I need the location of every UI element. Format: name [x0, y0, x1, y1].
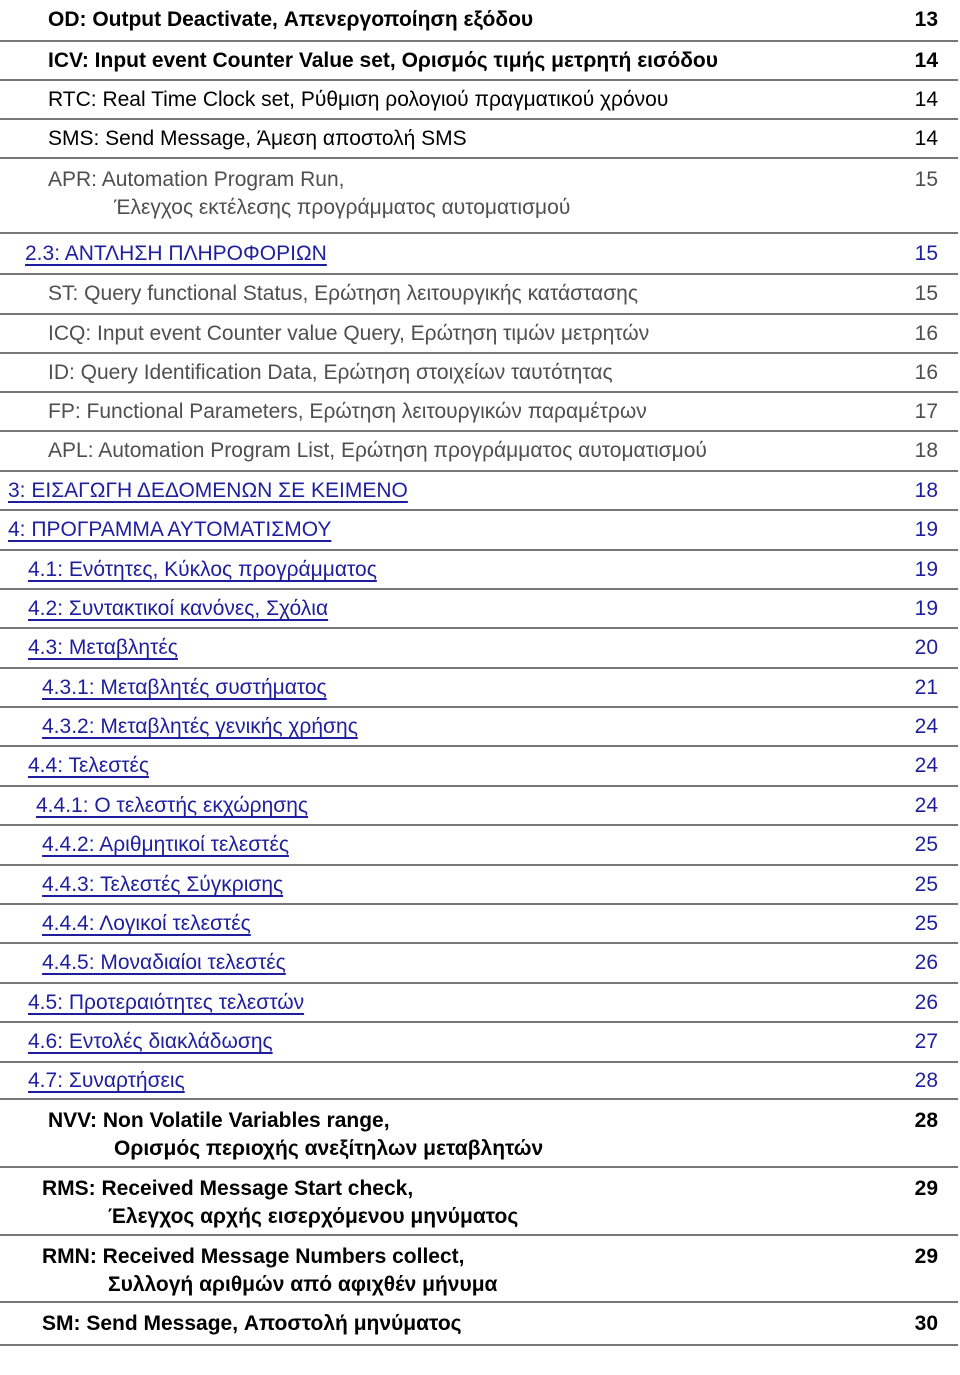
toc-entry-title [8, 477, 408, 505]
toc-entry-title [42, 1175, 518, 1231]
toc-entry-page-number: 29 [914, 1245, 938, 1268]
toc-entry[interactable] [0, 826, 958, 866]
toc-entry-title-line: RTC: Real Time Clock set, Ρύθμιση ρολογιού πραγματικού χρόνου [48, 88, 669, 111]
toc-entry-title [28, 1067, 185, 1095]
toc-entry[interactable] [0, 629, 958, 669]
toc-entry-page-number: 15 [914, 282, 938, 305]
toc-entry[interactable] [0, 551, 958, 590]
toc-entry [0, 393, 958, 432]
toc-entry-title-line: 3: ΕΙΣΑΓΩΓΗ ΔΕΔΟΜΕΝΩΝ ΣΕ ΚΕΙΜΕΝΟ [8, 479, 408, 502]
toc-entry-page-number: 25 [914, 873, 938, 896]
toc-entry-page-number: 24 [914, 754, 938, 777]
toc-entry-title-line: 4.7: Συναρτήσεις [28, 1069, 185, 1092]
toc-entry-title-continuation: Έλεγχος εκτέλεσης προγράμματος αυτοματισμού [114, 196, 571, 219]
toc-entry-title [28, 1028, 273, 1056]
toc-entry-page-number: 16 [914, 322, 938, 345]
toc-entry[interactable] [0, 984, 958, 1023]
toc-entry-page-number: 16 [914, 361, 938, 384]
toc-entry-title-line: 4.3: Μεταβλητές [28, 636, 178, 659]
toc-entry-page-number: 29 [914, 1177, 938, 1200]
toc-entry-title-line: 4.3.2: Μεταβλητές γενικής χρήσης [42, 715, 358, 738]
toc-entry-page-number: 18 [914, 439, 938, 462]
toc-entry-title [8, 516, 331, 544]
toc-entry-title [48, 47, 718, 75]
toc-entry-title-line: 2.3: ΑΝΤΛΗΣΗ ΠΛΗΡΟΦΟΡΙΩΝ [25, 242, 327, 265]
toc-entry [0, 1168, 958, 1236]
toc-entry-title [42, 831, 289, 859]
toc-entry-title [42, 910, 251, 938]
toc-entry-title [48, 1107, 543, 1163]
toc-entry-title [28, 634, 178, 662]
toc-entry[interactable] [0, 708, 958, 747]
toc-entry-title-line: 4.5: Προτεραιότητες τελεστών [28, 991, 305, 1014]
toc-entry-title [48, 280, 638, 308]
toc-entry-page-number: 18 [914, 479, 938, 502]
toc-entry-title-line: 4.4.2: Αριθμητικοί τελεστές [42, 833, 289, 856]
toc-entry-title [42, 949, 286, 977]
toc-entry-title-line: ID: Query Identification Data, Ερώτηση στοιχείων ταυτότητας [48, 361, 613, 384]
toc-entry-title [48, 398, 647, 426]
toc-entry [0, 0, 958, 42]
toc-entry[interactable] [0, 866, 958, 905]
toc-entry-title [48, 125, 467, 153]
toc-entry-title-line: APL: Automation Program List, Ερώτηση προγράμματος αυτοματισμού [48, 439, 707, 462]
toc-entry-title-line: FP: Functional Parameters, Ερώτηση λειτουργικών παραμέτρων [48, 400, 647, 423]
toc-entry-page-number: 28 [914, 1069, 938, 1092]
toc-entry-title [48, 320, 649, 348]
toc-entry-title-line: 4: ΠΡΟΓΡΑΜΜΑ ΑΥΤΟΜΑΤΙΣΜΟΥ [8, 518, 332, 541]
toc-entry-title [48, 359, 613, 387]
toc-entry-title-line: NVV: Non Volatile Variables range, [48, 1109, 390, 1132]
toc-entry-title [48, 166, 570, 222]
toc-entry [0, 315, 958, 354]
toc-entry-page-number: 19 [914, 518, 938, 541]
toc-entry-title-line: SM: Send Message, Αποστολή μηνύματος [42, 1312, 462, 1335]
toc-entry-page-number: 24 [914, 715, 938, 738]
toc-entry-page-number: 25 [914, 833, 938, 856]
toc-entry-title [42, 674, 327, 702]
toc-entry-title-continuation: Συλλογή αριθμών από αφιχθέν μήνυμα [108, 1273, 498, 1296]
toc-entry[interactable] [0, 590, 958, 629]
toc-entry-page-number: 26 [914, 991, 938, 1014]
toc-entry-title [42, 1310, 462, 1338]
toc-entry-title-line: ICV: Input event Counter Value set, Ορισμός τιμής μετρητή εισόδου [48, 49, 718, 72]
toc-entry-title [42, 871, 283, 899]
toc-entry-page-number: 24 [914, 794, 938, 817]
toc-entry[interactable] [0, 1063, 958, 1100]
toc-entry[interactable] [0, 234, 958, 275]
toc-entry-title [28, 989, 304, 1017]
toc-entry-title [28, 595, 328, 623]
toc-entry[interactable] [0, 511, 958, 551]
toc-entry[interactable] [0, 905, 958, 944]
toc-entry-title [28, 556, 377, 584]
toc-entry-title-line: RMN: Received Message Numbers collect, [42, 1245, 465, 1268]
toc-entry-title-line: 4.6: Εντολές διακλάδωσης [28, 1030, 273, 1053]
toc-entry [0, 42, 958, 81]
toc-entry-title-line: 4.4.5: Μοναδιαίοι τελεστές [42, 951, 286, 974]
toc-entry-title [25, 240, 327, 268]
toc-entry-page-number: 14 [914, 88, 938, 111]
toc-entry-title-line: 4.2: Συντακτικοί κανόνες, Σχόλια [28, 597, 329, 620]
toc-entry-title [36, 792, 308, 820]
toc-entry-page-number: 15 [914, 168, 938, 191]
toc-entry[interactable] [0, 944, 958, 984]
toc-entry[interactable] [0, 787, 958, 826]
toc-entry [0, 275, 958, 315]
toc-entry-title-line: SMS: Send Message, Άμεση αποστολή SMS [48, 127, 467, 150]
toc-entry-page-number: 17 [914, 400, 938, 423]
toc-entry-page-number: 30 [914, 1312, 938, 1335]
toc-entry-page-number: 27 [914, 1030, 938, 1053]
toc-entry-page-number: 25 [914, 912, 938, 935]
toc-entry-page-number: 26 [914, 951, 938, 974]
toc-entry-page-number: 28 [914, 1109, 938, 1132]
toc-entry-page-number: 19 [914, 597, 938, 620]
toc-entry-title [42, 1243, 497, 1299]
toc-entry-page-number: 20 [914, 636, 938, 659]
toc-entry-title-line: 4.4.1: Ο τελεστής εκχώρησης [36, 794, 309, 817]
toc-entry-title [48, 6, 533, 34]
toc-entry-page-number: 19 [914, 558, 938, 581]
toc-entry-title-line: 4.4: Τελεστές [28, 754, 149, 777]
toc-entry[interactable] [0, 747, 958, 787]
toc-entry [0, 120, 958, 159]
toc-entry[interactable] [0, 472, 958, 511]
toc-entry-page-number: 21 [914, 676, 938, 699]
toc-entry-title-line: APR: Automation Program Run, [48, 168, 345, 191]
toc-entry [0, 159, 958, 234]
toc-entry-title-line: 4.3.1: Μεταβλητές συστήματος [42, 676, 327, 699]
toc-entry-title [48, 437, 707, 465]
toc-entry[interactable] [0, 1023, 958, 1063]
toc-entry-title-line: OD: Output Deactivate, Απενεργοποίηση εξόδου [48, 8, 534, 31]
toc-entry-title-line: 4.4.4: Λογικοί τελεστές [42, 912, 251, 935]
toc-entry-title-continuation: Ορισμός περιοχής ανεξίτηλων μεταβλητών [114, 1137, 544, 1160]
toc-entry [0, 1100, 958, 1168]
toc-entry-title-line: RMS: Received Message Start check, [42, 1177, 414, 1200]
toc-entry [0, 81, 958, 120]
toc-entry-title-line: ST: Query functional Status, Ερώτηση λειτουργικής κατάστασης [48, 282, 638, 305]
toc-entry-title-line: 4.4.3: Τελεστές Σύγκρισης [42, 873, 284, 896]
toc-entry-title [48, 86, 668, 114]
toc-entry-page-number: 14 [914, 127, 938, 150]
toc-entry-page-number: 15 [914, 242, 938, 265]
toc-entry [0, 1236, 958, 1303]
toc-entry-title-continuation: Έλεγχος αρχής εισερχόμενου μηνύματος [108, 1205, 519, 1228]
toc-entry-title [28, 752, 149, 780]
toc-entry-title [42, 713, 358, 741]
toc-entry [0, 354, 958, 393]
toc-entry-page-number: 13 [914, 8, 938, 31]
toc-entry-title-line: 4.1: Ενότητες, Κύκλος προγράμματος [28, 558, 377, 581]
toc-entry[interactable] [0, 669, 958, 708]
toc-entry-page-number: 14 [914, 49, 938, 72]
toc-entry [0, 1303, 958, 1346]
toc-entry-title-line: ICQ: Input event Counter value Query, Ερώτηση τιμών μετρητών [48, 322, 650, 345]
toc-entry [0, 432, 958, 472]
